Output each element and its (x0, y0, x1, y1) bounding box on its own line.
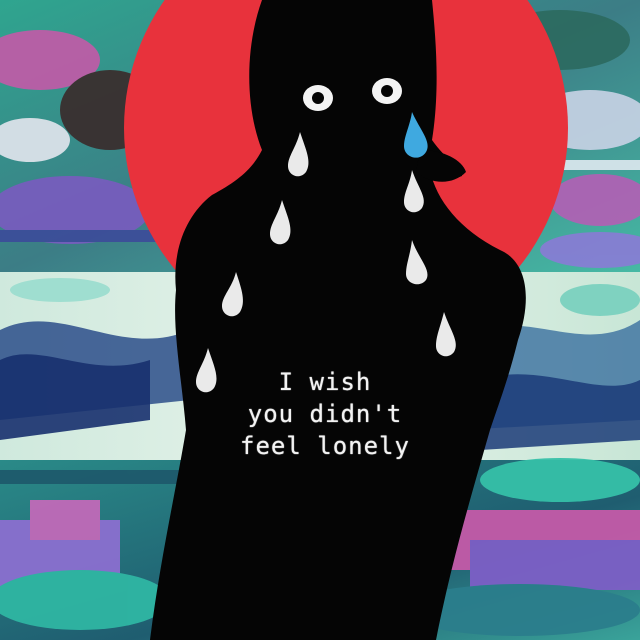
tear-drop-icon (436, 312, 456, 356)
tear-drop-icon (270, 200, 290, 244)
tear-drop-icon (404, 170, 424, 212)
tear-drop-icon (222, 272, 243, 316)
tear-drop-icon (404, 112, 428, 158)
tear-drop-icon (288, 132, 308, 176)
caption-line-2: you didn't (247, 400, 403, 428)
caption (190, 366, 460, 462)
tear-drop-icon (406, 240, 427, 284)
caption-line-3: feel lonely (240, 432, 410, 460)
caption-line-1: I wish (278, 368, 372, 396)
